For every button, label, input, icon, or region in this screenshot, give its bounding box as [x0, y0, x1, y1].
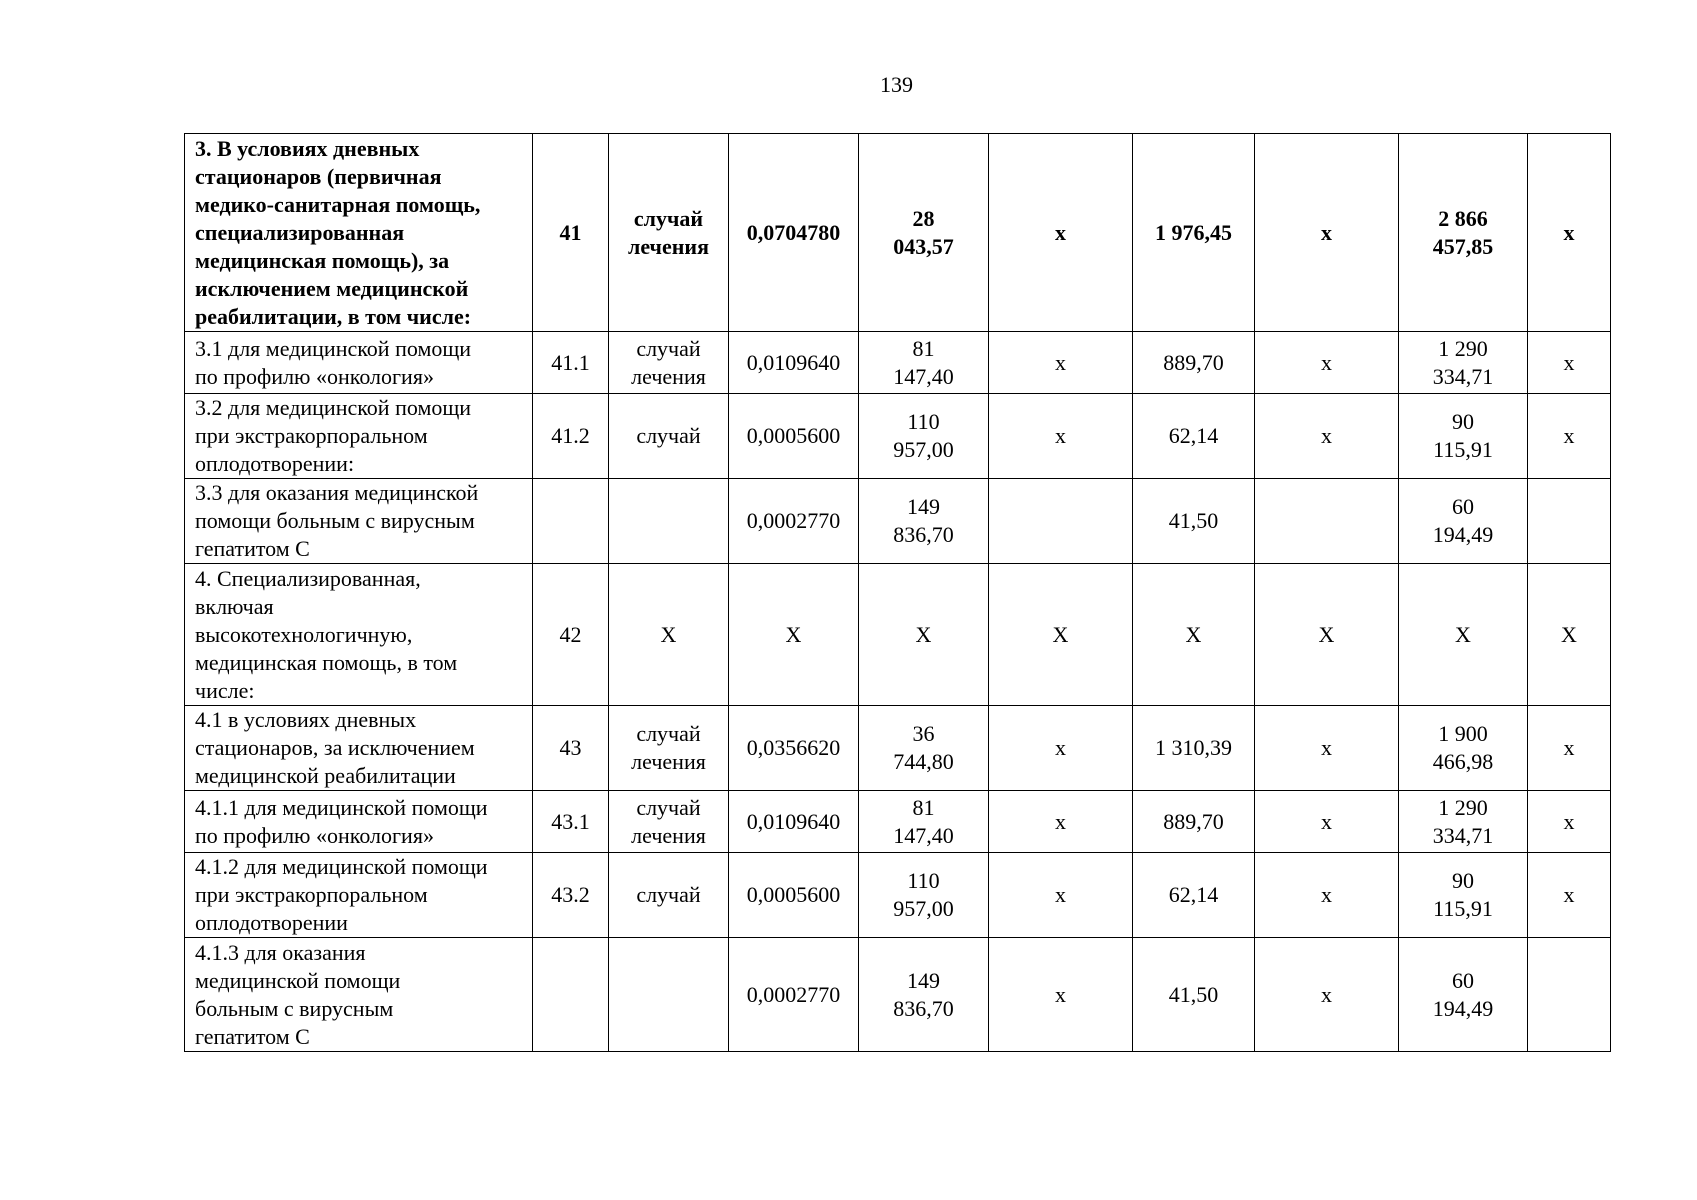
table-row [185, 564, 1611, 706]
row-unit [609, 564, 729, 706]
row-unit [609, 479, 729, 564]
row-col9 [1399, 706, 1528, 791]
row-col8: х [1255, 706, 1399, 791]
cell-line: 957,00 [893, 437, 954, 462]
table-row [185, 332, 1611, 394]
cell-line: случай [636, 794, 701, 820]
cell-line: числе: [195, 677, 255, 703]
row-col9 [1399, 938, 1528, 1052]
cell-line: медицинской помощи [195, 967, 401, 993]
row-col8: х [1255, 938, 1399, 1052]
cell-line: 836,70 [893, 522, 954, 547]
row-code: 42 [533, 564, 609, 706]
table-row [185, 853, 1611, 938]
row-rate: 0,0109640 [729, 332, 859, 394]
row-description [185, 791, 533, 853]
row-col10: х [1528, 853, 1611, 938]
cell-line: лечения [631, 363, 706, 389]
cell-line: стационаров (первичная [195, 163, 442, 189]
cell-line: 457,85 [1432, 233, 1494, 259]
row-col7: 62,14 [1133, 394, 1255, 479]
row-description [185, 706, 533, 791]
row-description [185, 134, 533, 332]
row-code [533, 938, 609, 1052]
cell-line: гепатитом С [195, 536, 310, 561]
row-cost [859, 332, 989, 394]
cell-line: 1 290 [1438, 794, 1488, 820]
cell-line: случай [636, 721, 701, 746]
row-description [185, 564, 533, 706]
row-description [185, 853, 533, 938]
row-rate: 0,0005600 [729, 853, 859, 938]
page-number: 139 [880, 72, 913, 97]
row-cost [859, 853, 989, 938]
row-rate: Х [729, 564, 859, 706]
cell-line: случай [633, 205, 704, 231]
cell-line: Х [1455, 621, 1471, 647]
cell-line: 110 [907, 409, 940, 434]
row-rate: 0,0005600 [729, 394, 859, 479]
cell-line: 2 866 [1438, 205, 1488, 231]
table-row [185, 706, 1611, 791]
row-col7: 41,50 [1133, 479, 1255, 564]
row-col8: Х [1255, 564, 1399, 706]
cell-line: включая [195, 593, 274, 619]
table-row [185, 938, 1611, 1052]
row-col8: х [1255, 394, 1399, 479]
row-cost [859, 706, 989, 791]
cell-line: 149 [907, 494, 940, 519]
cell-line: 147,40 [893, 822, 954, 848]
row-cost [859, 134, 989, 332]
row-unit [609, 134, 729, 332]
table-row [185, 479, 1611, 564]
cell-line: 1 900 [1438, 721, 1488, 746]
row-col10: х [1528, 706, 1611, 791]
row-col9 [1399, 394, 1528, 479]
row-description [185, 394, 533, 479]
row-code: 43 [533, 706, 609, 791]
cell-line: реабилитации, в том числе: [195, 303, 472, 329]
row-col7: 1 310,39 [1133, 706, 1255, 791]
cell-line: 3.3 для оказания медицинской [195, 480, 479, 505]
row-col6: х [989, 853, 1133, 938]
cell-line: 4.1 в условиях дневных [195, 707, 417, 732]
cell-line: медицинской реабилитации [195, 763, 456, 788]
row-col9 [1399, 479, 1528, 564]
cell-line: при экстракорпоральном [195, 882, 428, 907]
cell-line: при экстракорпоральном [195, 423, 428, 448]
cell-line: 90 [1452, 409, 1474, 434]
row-unit [609, 791, 729, 853]
cell-line: 60 [1452, 967, 1474, 993]
row-cost [859, 394, 989, 479]
cell-line: 194,49 [1432, 522, 1494, 547]
cell-line: 4.1.1 для медицинской помощи [195, 794, 488, 820]
cell-line: по профилю «онкология» [195, 363, 434, 389]
cell-line: 3.2 для медицинской помощи [195, 395, 472, 420]
row-col6: х [989, 394, 1133, 479]
row-col10 [1528, 479, 1611, 564]
cell-line: 60 [1452, 494, 1474, 519]
row-col7: 889,70 [1133, 791, 1255, 853]
cell-line: помощи больным с вирусным [195, 508, 475, 533]
cell-line: стационаров, за исключением [195, 735, 475, 760]
cell-line: по профилю «онкология» [195, 822, 434, 848]
row-col10: х [1528, 791, 1611, 853]
row-rate: 0,0002770 [729, 479, 859, 564]
row-unit [609, 938, 729, 1052]
row-col10: х [1528, 134, 1611, 332]
row-col10: Х [1528, 564, 1611, 706]
row-col10: х [1528, 332, 1611, 394]
cell-line: 194,49 [1432, 995, 1494, 1021]
row-col7: 62,14 [1133, 853, 1255, 938]
tariff-table [184, 133, 1611, 1052]
row-col9 [1399, 564, 1528, 706]
row-col8: х [1255, 134, 1399, 332]
row-code: 41.2 [533, 394, 609, 479]
row-col9 [1399, 332, 1528, 394]
row-rate: 0,0356620 [729, 706, 859, 791]
row-col8 [1255, 479, 1399, 564]
table-row [185, 134, 1611, 332]
cell-line: 957,00 [893, 896, 954, 921]
cell-line: 4.1.2 для медицинской помощи [195, 854, 488, 879]
row-cost [859, 938, 989, 1052]
cell-line: лечения [631, 749, 706, 774]
cell-line: исключением медицинской [195, 275, 469, 301]
cell-line: случай [636, 882, 701, 907]
cell-line: 90 [1452, 868, 1474, 893]
row-code: 43.1 [533, 791, 609, 853]
cell-line: специализированная [195, 219, 405, 245]
table-row [185, 394, 1611, 479]
row-col10 [1528, 938, 1611, 1052]
row-col7: 889,70 [1133, 332, 1255, 394]
row-col7: 1 976,45 [1133, 134, 1255, 332]
row-col7: Х [1133, 564, 1255, 706]
row-description [185, 938, 533, 1052]
cell-line: больным с вирусным [195, 995, 394, 1021]
row-unit [609, 706, 729, 791]
row-col6: Х [989, 564, 1133, 706]
row-col8: х [1255, 791, 1399, 853]
cell-line: 4. Специализированная, [195, 565, 421, 591]
row-description [185, 479, 533, 564]
cell-line: 81 [912, 335, 935, 361]
cell-line: 1 290 [1438, 335, 1488, 361]
cell-line: 3.1 для медицинской помощи [195, 335, 472, 361]
cell-line: медицинская помощь, в том [195, 649, 458, 675]
row-col6: х [989, 134, 1133, 332]
cell-line: 28 [912, 205, 935, 231]
cell-line: 115,91 [1433, 437, 1493, 462]
row-col10: х [1528, 394, 1611, 479]
row-rate: 0,0704780 [729, 134, 859, 332]
row-cost [859, 564, 989, 706]
cell-line: медико-санитарная помощь, [195, 191, 481, 217]
cell-line: оплодотворении: [195, 451, 355, 476]
cell-line: 115,91 [1433, 896, 1493, 921]
cell-line: медицинская помощь), за [195, 247, 450, 273]
cell-line: гепатитом С [195, 1023, 310, 1049]
cell-line: 744,80 [893, 749, 954, 774]
row-col8: х [1255, 332, 1399, 394]
cell-line: лечения [631, 822, 706, 848]
cell-line: оплодотворении [195, 910, 348, 935]
cell-line: случай [636, 335, 701, 361]
row-code: 41.1 [533, 332, 609, 394]
cell-line: высокотехнологичную, [195, 621, 413, 647]
cell-line: 4.1.3 для оказания [195, 939, 366, 965]
cell-line: 466,98 [1432, 749, 1494, 774]
cell-line: 334,71 [1432, 822, 1494, 848]
row-rate: 0,0109640 [729, 791, 859, 853]
cell-line: 043,57 [893, 233, 954, 259]
row-cost [859, 479, 989, 564]
row-unit [609, 332, 729, 394]
row-code [533, 479, 609, 564]
cell-line: 149 [907, 967, 940, 993]
row-col7: 41,50 [1133, 938, 1255, 1052]
row-col6: х [989, 332, 1133, 394]
cell-line: 836,70 [893, 995, 954, 1021]
row-col6: х [989, 791, 1133, 853]
cell-line: 334,71 [1432, 363, 1494, 389]
row-rate: 0,0002770 [729, 938, 859, 1052]
cell-line: 81 [912, 794, 935, 820]
cell-line: 3. В условиях дневных [195, 135, 420, 161]
row-col9 [1399, 853, 1528, 938]
cell-line: случай [636, 423, 701, 448]
row-col6: х [989, 938, 1133, 1052]
row-unit [609, 394, 729, 479]
row-description [185, 332, 533, 394]
row-unit [609, 853, 729, 938]
row-code: 43.2 [533, 853, 609, 938]
cell-line: Х [660, 621, 677, 647]
cell-line: 36 [912, 721, 935, 746]
row-col8: х [1255, 853, 1399, 938]
row-col9 [1399, 134, 1528, 332]
row-col6: х [989, 706, 1133, 791]
table-row [185, 791, 1611, 853]
row-col9 [1399, 791, 1528, 853]
cell-line: 110 [907, 868, 940, 893]
row-cost [859, 791, 989, 853]
row-code: 41 [533, 134, 609, 332]
cell-line: 147,40 [893, 363, 954, 389]
row-col6 [989, 479, 1133, 564]
cell-line: лечения [628, 233, 709, 259]
cell-line: Х [915, 621, 932, 647]
